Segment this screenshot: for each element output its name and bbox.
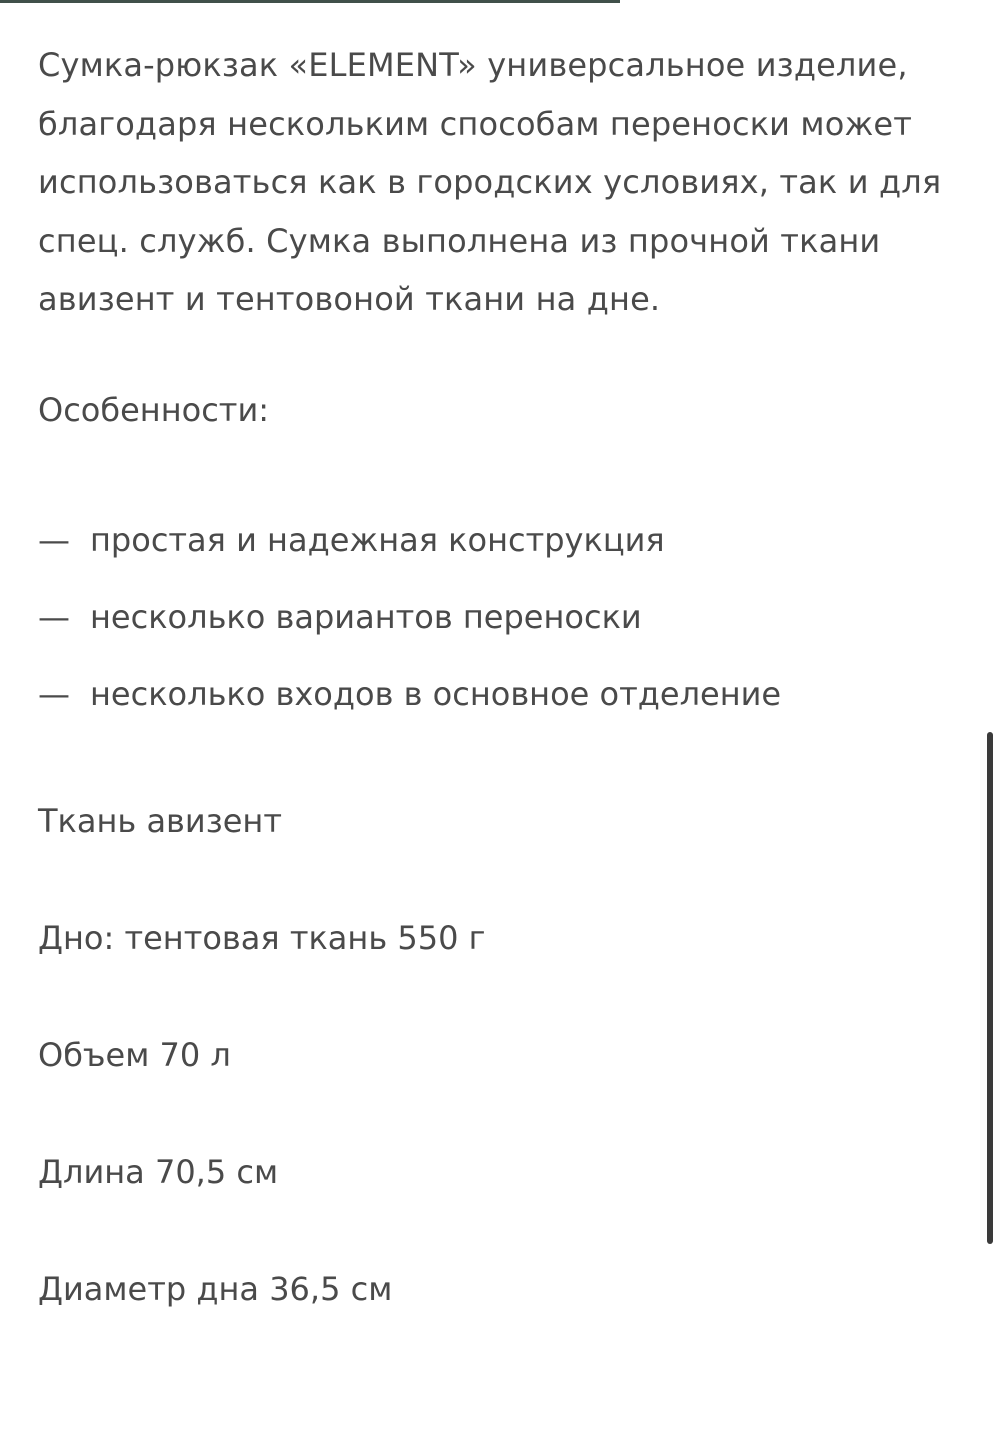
product-description-section — [38, 36, 978, 1377]
spec-length: Длина 70,5 см — [38, 1153, 279, 1191]
list-item — [38, 501, 978, 578]
list-dash: — — [38, 674, 70, 713]
spec-bottom: Дно: тентовая ткань 550 г — [38, 919, 486, 957]
list-dash: — — [38, 597, 70, 636]
features-heading: Особенности: — [38, 390, 270, 429]
spec-bottom-diameter: Диаметр дна 36,5 см — [38, 1270, 393, 1308]
list-item — [38, 578, 978, 655]
top-divider — [0, 0, 620, 3]
feature-text: несколько входов в основное отделение — [90, 674, 782, 713]
spec-fabric: Ткань авизент — [38, 802, 282, 840]
feature-text: простая и надежная конструкция — [90, 520, 665, 559]
spec-volume: Объем 70 л — [38, 1036, 231, 1074]
list-dash: — — [38, 520, 70, 559]
scrollbar-thumb[interactable] — [987, 732, 993, 1244]
product-description: Сумка-рюкзак «ELEMENT» универсальное изделие, благодаря нескольким способам переноски может использоваться как в городских условиях, так и для спец. служб. Сумка выполнена из прочной ткани авизент и тентовоной ткани на дне. — [38, 46, 942, 318]
list-item — [38, 655, 978, 732]
features-list — [38, 501, 978, 732]
specs-list — [38, 792, 978, 1377]
feature-text: несколько вариантов переноски — [90, 597, 642, 636]
